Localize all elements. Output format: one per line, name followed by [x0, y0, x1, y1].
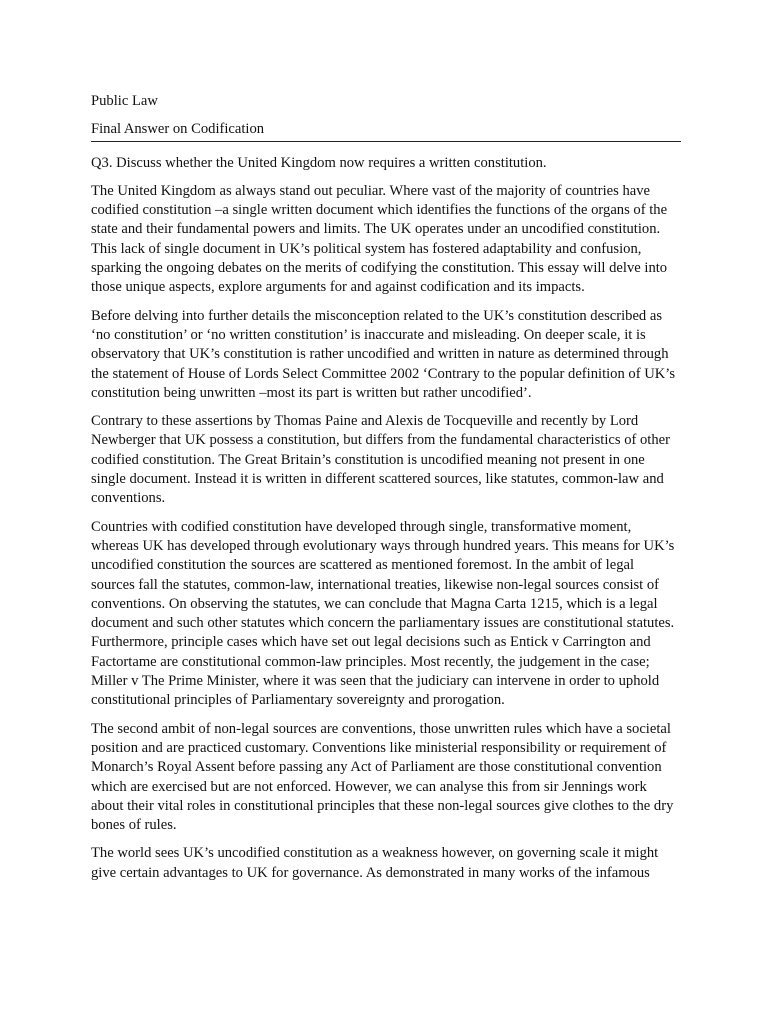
paragraph-assertions: Contrary to these assertions by Thomas Paine and Alexis de Tocqueville and recently by Lord Newberger that UK possess a constitution, but differs from the fundamental characteristics of other codified constitution. The Great Britain’s constitution is uncodified meaning not present in one single document. Instead it is written in different scattered sources, like statutes, common-law and conventions.: [91, 413, 670, 507]
paragraph-sources: Countries with codified constitution have developed through single, transformative moment, whereas UK has developed through evolutionary ways through hundred years. This means for UK’s uncodified constitution the sources are scattered as mentioned foremost. In the ambit of legal sources fall the statutes, common-law, international treaties, likewise non-legal sources consist of conventions. On observing the statutes, we can conclude that Magna Carta 1215, which is a legal document and such other statutes which concern the parliamentary issues are constitutional statutes. Furthermore, principle cases which have set out legal decisions such as Entick v Carrington and Factortame are constitutional common-law principles. Most recently, the judgement in the case; Miller v The Prime Minister, where it was seen that the judiciary can intervene in order to uphold constitutional principles of Parliamentary sovereignty and prorogation.: [91, 518, 675, 709]
paragraph-intro: The United Kingdom as always stand out peculiar. Where vast of the majority of countries have codified constitution –a single written document which identifies the functions of the organs of the state and their fundamental powers and limits. The UK operates under an uncodified constitution. This lack of single document in UK’s political system has fostered adaptability and confusion, sparking the ongoing debates on the merits of codifying the constitution. This essay will delve into those unique aspects, explore arguments for and against codification and its impacts.: [91, 182, 668, 296]
paragraph-conventions: The second ambit of non-legal sources are conventions, those unwritten rules which have a societal position and are practiced customary. Conventions like ministerial responsibility or requirement of Monarch’s Royal Assent before passing any Act of Parliament are those constitutional convention which are exercised but are not enforced. However, we can analyse this from sir Jennings work about their vital roles in constitutional principles that these non-legal sources give clothes to the dry bones of rules.: [91, 720, 674, 834]
question-text: Q3. Discuss whether the United Kingdom now requires a written constitution.: [91, 154, 547, 171]
paragraph-advantages: The world sees UK’s uncodified constitution as a weakness however, on governing scale it might give certain advantages to UK for governance. As demonstrated in many works of the infamous: [91, 845, 659, 881]
document-page: [91, 92, 681, 883]
course-title: Public Law: [91, 93, 158, 109]
paragraph-misconception: Before delving into further details the misconception related to the UK’s constitution described as ‘no constitution’ or ‘no written constitution’ is inaccurate and misleading. On deeper scale, it is observatory that UK’s constitution is rather uncodified and written in nature as determined through the statement of House of Lords Select Committee 2002 ‘Contrary to the popular definition of UK’s constitution being unwritten –most its part is written but rather uncodified’.: [91, 307, 676, 401]
document-title: Final Answer on Codification: [91, 120, 681, 141]
